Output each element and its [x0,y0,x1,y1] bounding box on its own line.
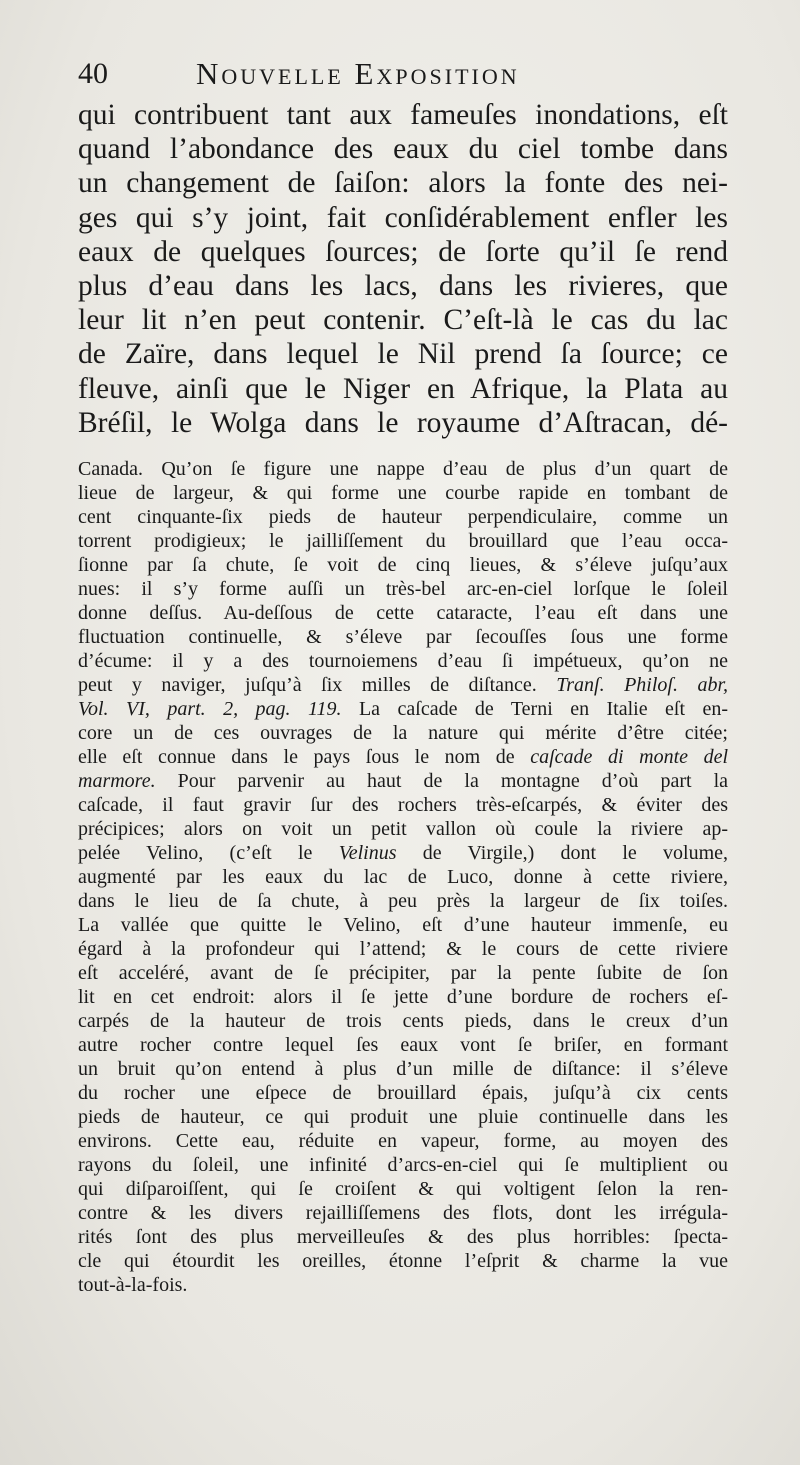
italic-name: Velinus [338,842,397,864]
note-line: torrent prodigieux; le jailliſſement du brouillard que l’eau occa- [78,530,728,552]
note-line: donne deſſus. Au-deſſous de cette cataracte, l’eau eſt dans une [78,602,728,624]
citation-part-1: Tranſ. Philoſ. abr, [556,674,729,696]
note-line: pieds de hauteur, ce qui produit une pluie continuelle dans les [78,1106,728,1128]
text-line: quand l’abondance des eaux du ciel tombe dans [78,133,728,166]
page-header [78,52,728,96]
note-line: égard à la profondeur qui l’attend; & le cours de cette riviere [78,938,728,960]
note-line: lieue de largeur, & qui forme une courbe rapide en tombant de [78,482,728,504]
italic-name: caſcade di monte del [530,746,729,768]
note-line: environs. Cette eau, réduite en vapeur, forme, au moyen des [78,1130,728,1152]
running-title: Nouvelle Exposition [196,56,520,91]
note-line: eſt acceléré, avant de ſe précipiter, par la pente ſubite de ſon [78,962,728,984]
note-line [78,769,728,793]
note-line: carpés de la hauteur de trois cents pieds, dans le creux d’un [78,1010,728,1032]
text-line: ges qui s’y joint, fait conſidérablement enfler les [78,201,728,234]
note-line: La vallée que quitte le Velino, eſt d’une hauteur immenſe, eu [78,914,728,936]
note-line: contre & les divers rejailliſſemens des flots, dont les irrégula- [78,1202,728,1224]
text-line: eaux de quelques ſources; de ſorte qu’il ſe rend [78,235,728,268]
note-line: core un de ces ouvrages de la nature qui mérite d’être citée; [78,722,728,744]
note-line: un bruit qu’on entend à plus d’un mille de diſtance: il s’éleve [78,1058,728,1080]
note-line: dans le lieu de ſa chute, à peu près la largeur de ſix toiſes. [78,890,728,912]
note-line: du rocher une eſpece de brouillard épais, juſqu’à cix cents [78,1082,728,1104]
note-line: qui diſparoiſſent, qui ſe croiſent & qui voltigent ſelon la ren- [78,1178,728,1200]
note-line: cent cinquante-ſix pieds de hauteur perpendiculaire, comme un [78,506,728,528]
note-text: elle eſt connue dans le pays ſous le nom de [78,746,515,768]
text-line: Bréſil, le Wolga dans le royaume d’Aſtracan, dé- [78,406,728,439]
page-number: 40 [78,57,108,90]
note-text [78,770,728,792]
text-line: qui contribuent tant aux fameuſes inondations, eſt [78,99,728,131]
italic-name: marmore. [78,770,156,792]
note-line: cle qui étourdit les oreilles, étonne l’eſprit & charme la vue [78,1250,728,1272]
note-line: Canada. Qu’on ſe figure une nappe d’eau de plus d’un quart de [78,458,728,480]
citation-part-2: Vol. VI, part. 2, pag. 119. [78,698,342,720]
text-line: leur lit n’en peut contenir. C’eſt-là le cas du lac [78,304,728,337]
note-text: Pour parvenir au haut de la montagne d’où part la [155,770,728,792]
text-line: fleuve, ainſi que le Niger en Afrique, la Plata au [78,372,728,405]
note-line-with-name [78,745,728,769]
note-text: La caſcade de Terni en Italie eſt en- [358,698,729,720]
text-line: plus d’eau dans les lacs, dans les rivieres, que [78,270,728,303]
note-line: rités ſont des plus merveilleuſes & des plus horribles: ſpecta- [78,1226,728,1248]
note-line: lit en cet endroit: alors il ſe jette d’une bordure de rochers eſ- [78,986,728,1008]
note-line: tout-à-la-fois. [78,1274,188,1296]
note-line-with-citation [78,697,728,721]
note-text: pelée Velino, (c’eſt le [78,842,313,864]
note-text: peut y naviger, juſqu’à ſix milles de diſtance. [78,674,537,696]
note-text: de Virgile,) dont le volume, [422,842,729,864]
footnote-block [78,457,728,1297]
note-line: nues: il s’y forme auſſi un très-bel arc-en-ciel lorſque le ſoleil [78,578,728,600]
note-line: augmenté par les eaux du lac de Luco, donne à cette riviere, [78,866,728,888]
note-line: d’écume: il y a des tournoiemens d’eau ſi impétueux, qu’on ne [78,650,728,672]
text-line: de Zaïre, dans lequel le Nil prend ſa ſource; ce [78,338,728,371]
note-line-with-citation [78,673,728,697]
note-line: précipices; alors on voit un petit vallon où coule la riviere ap- [78,818,728,840]
note-line: autre rocher contre lequel ſes eaux vont ſe briſer, en formant [78,1034,728,1056]
note-line-with-name [78,841,728,865]
note-line: fluctuation continuelle, & s’éleve par ſecouſſes ſous une forme [78,626,728,648]
note-line: ſionne par ſa chute, ſe voit de cinq lieues, & s’éleve juſqu’aux [78,554,728,576]
main-paragraph [78,98,728,440]
text-line: un changement de ſaiſon: alors la fonte des nei- [78,167,728,200]
note-line: rayons du ſoleil, une infinité d’arcs-en-ciel qui ſe multiplient ou [78,1154,728,1176]
note-line: caſcade, il faut gravir ſur des rochers très-eſcarpés, & éviter des [78,794,728,816]
